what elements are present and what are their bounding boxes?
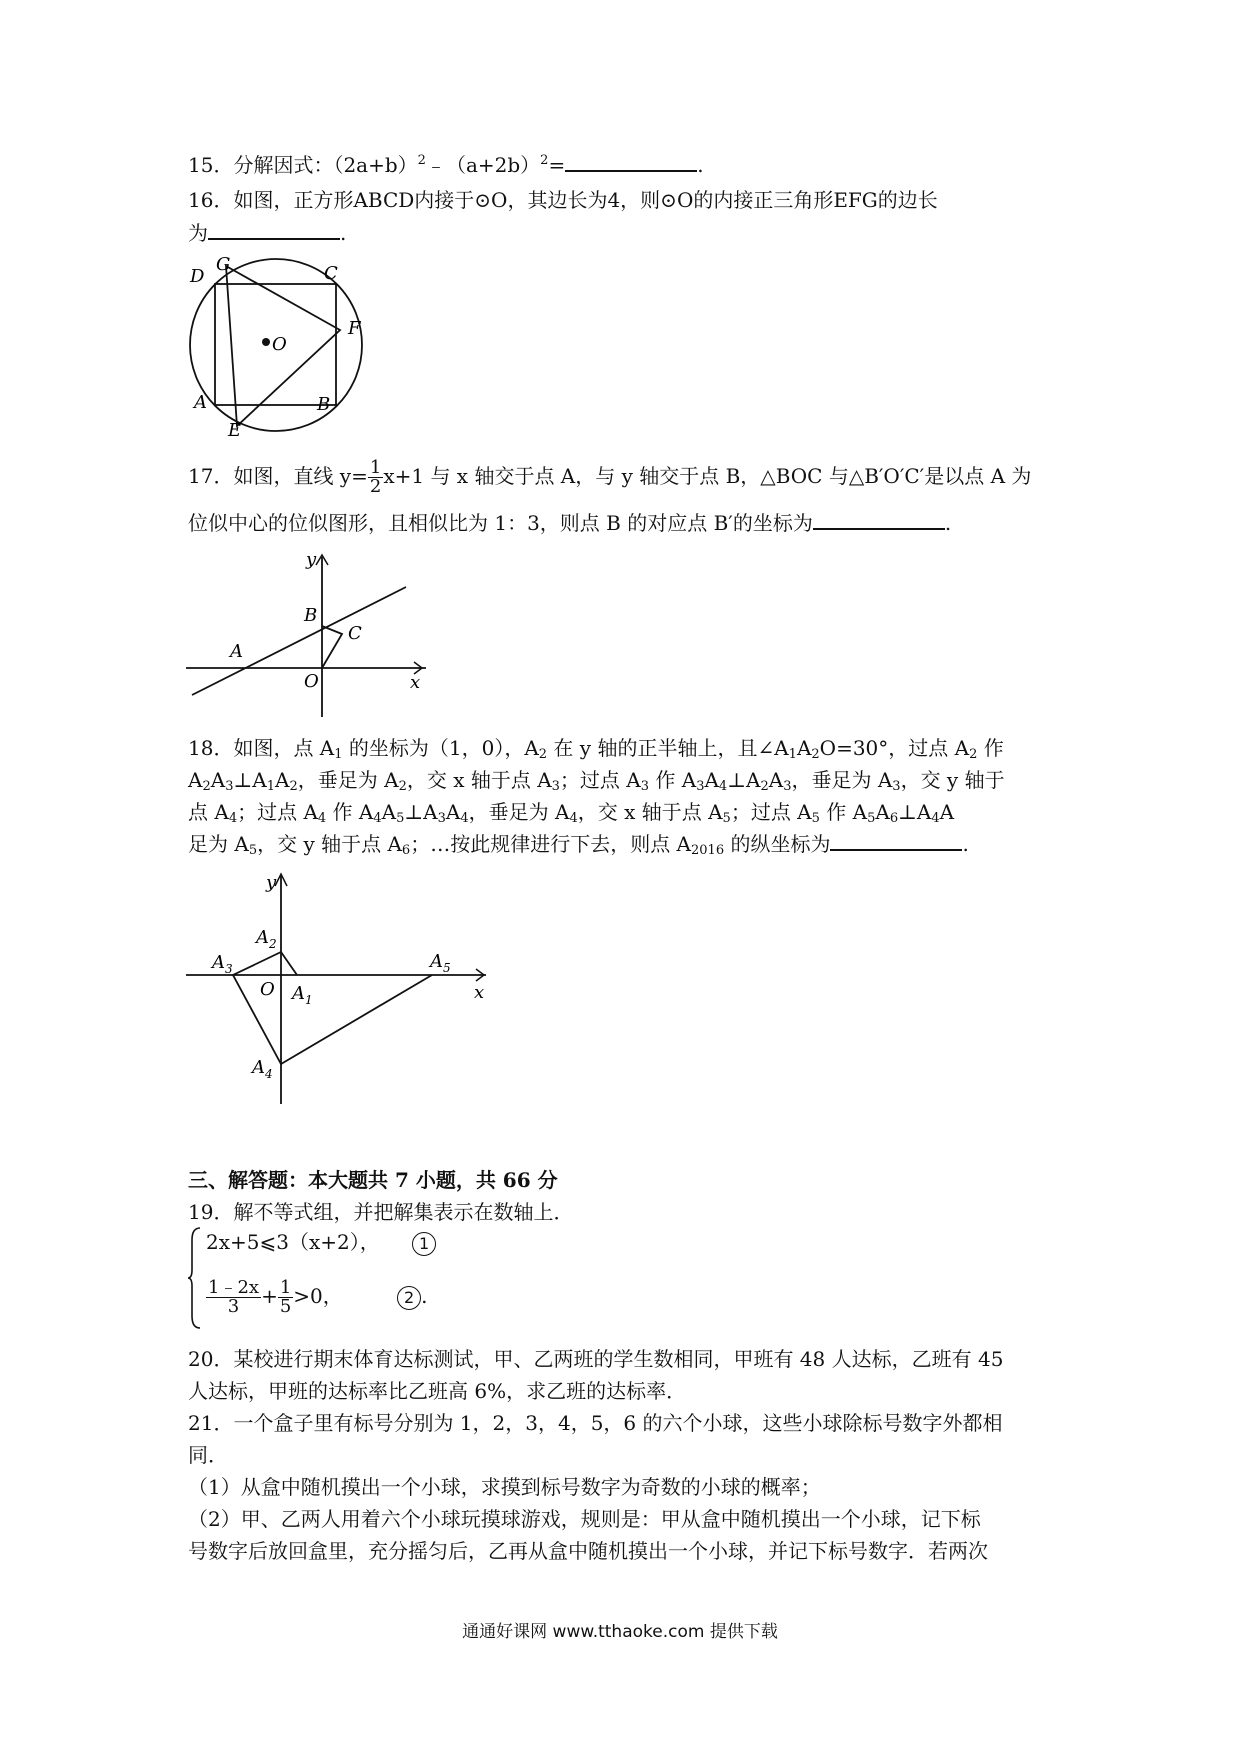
q18-l2-s11: 3 xyxy=(551,779,560,794)
q18-l4-t0: 足为 A xyxy=(188,832,249,856)
q18-l2-t10: ，交 x 轴于点 A xyxy=(406,768,552,792)
question-21-part2-line1: （2）甲、乙两人用着六个小球玩摸球游戏，规则是：甲从盒中随机摸出一个小球，记下标 xyxy=(188,1507,981,1531)
label-b: B xyxy=(304,605,318,626)
question-18-line4 xyxy=(188,831,969,857)
label-a5-letter: A xyxy=(430,951,443,972)
label-a2-sub: 2 xyxy=(269,937,277,951)
spiral-path xyxy=(233,952,432,1064)
q15-number: 15． xyxy=(188,153,234,177)
q18-l2-s17: 4 xyxy=(718,779,728,794)
q18-l2-t4: ⊥A xyxy=(233,768,267,792)
label-a1-sub: 1 xyxy=(305,993,313,1007)
q18-l3-s23: 4 xyxy=(931,811,940,826)
q17-end: . xyxy=(944,511,952,535)
question-20-line1 xyxy=(188,1346,1003,1372)
q18-l2-s13: 3 xyxy=(640,779,650,794)
label-y: y xyxy=(266,872,277,893)
q18-l2-t12: ；过点 A xyxy=(559,768,641,792)
label-x: x xyxy=(410,672,421,693)
q20-line1: 某校进行期末体育达标测试，甲、乙两班的学生数相同，甲班有 48 人达标，乙班有 45 xyxy=(233,1347,1004,1371)
q18-l3-t16: ；过点 A xyxy=(730,800,812,824)
label-o: O xyxy=(272,334,287,355)
q18-l1-t2: 的坐标为（1，0），A xyxy=(342,736,539,760)
label-a1-letter: A xyxy=(292,983,305,1004)
q18-l1-t6: A xyxy=(796,736,812,760)
q18-figure xyxy=(186,868,496,1104)
q19-fraction-2 xyxy=(278,1279,293,1316)
label-a2 xyxy=(254,927,277,951)
label-o: O xyxy=(260,979,275,1000)
q18-l2-t0: A xyxy=(188,768,203,792)
q18-l4-t2: ，交 y 轴于点 A xyxy=(257,832,402,856)
question-21-line2: 同． xyxy=(188,1443,228,1467)
q18-figure-svg xyxy=(186,868,496,1104)
q21-line1: 一个盒子里有标号分别为 1，2，3，4，5，6 的六个小球，这些小球除标号数字外都相 xyxy=(233,1411,1003,1435)
q18-l2-t2: A xyxy=(210,768,226,792)
q18-number: 18． xyxy=(188,736,234,760)
page-footer: 通通好课网 www.tthaoke.com 提供下载 xyxy=(462,1622,778,1642)
question-19 xyxy=(188,1199,573,1225)
q18-l3-t18: 作 A xyxy=(819,800,868,824)
q15-exponent-2: 2 xyxy=(540,153,549,168)
question-20-line2: 人达标，甲班的达标率比乙班高 6%，求乙班的达标率． xyxy=(188,1379,687,1403)
q18-l2-s15: 3 xyxy=(696,779,705,794)
q16-figure xyxy=(180,248,380,438)
q18-l2-s19: 2 xyxy=(760,779,769,794)
q18-l2-s7: 2 xyxy=(289,779,298,794)
label-a2-letter: A xyxy=(256,927,269,948)
q18-l3-t10: A xyxy=(445,800,461,824)
q18-l3-s1: 4 xyxy=(228,811,238,826)
question-18-line1 xyxy=(188,735,1004,761)
question-18-line3 xyxy=(188,799,954,825)
q18-l3-t8: ⊥A xyxy=(404,800,438,824)
q21-number: 21． xyxy=(188,1411,234,1435)
q17-fraction xyxy=(368,459,383,496)
q18-l3-s15: 5 xyxy=(722,811,731,826)
q18-l1-s1: 1 xyxy=(334,747,343,762)
q19-frac1-num: 1﹣2x xyxy=(208,1277,260,1298)
label-o: O xyxy=(304,671,319,692)
q16-text-line2: 为 xyxy=(188,221,208,245)
q18-l4-t4: ；…按此规律进行下去，则点 A xyxy=(410,832,692,856)
label-c: C xyxy=(348,623,362,644)
label-f: F xyxy=(348,318,361,339)
q18-l2-t8: ，垂足为 A xyxy=(297,768,399,792)
q19-plus: + xyxy=(261,1284,278,1308)
q18-l2-t16: A xyxy=(704,768,719,792)
q18-l2-s21: 3 xyxy=(783,779,792,794)
q19-dot: . xyxy=(421,1284,428,1308)
q19-inequality-1 xyxy=(206,1229,436,1256)
q18-l2-s1: 2 xyxy=(202,779,211,794)
q18-l2-t24: ，交 y 轴于 xyxy=(900,768,1005,792)
q18-l4-s5: 2016 xyxy=(691,843,725,858)
center-point-o xyxy=(262,338,270,346)
q18-l3-t22: ⊥A xyxy=(898,800,932,824)
label-a4 xyxy=(250,1057,273,1081)
q18-l3-s13: 4 xyxy=(569,811,578,826)
q17-fraction-denominator: 2 xyxy=(369,476,382,497)
label-a: A xyxy=(194,392,207,413)
label-g: G xyxy=(216,254,231,275)
q18-l4-s3: 6 xyxy=(401,843,411,858)
q19-mark-1: 1 xyxy=(412,1232,436,1256)
q19-ineq1-text: 2x+5⩽3（x+2）， xyxy=(206,1230,380,1254)
label-b: B xyxy=(317,394,331,415)
q18-l3-t2: ；过点 A xyxy=(237,800,318,824)
q17-text-a: 如图，直线 y= xyxy=(233,464,368,488)
section-3-title: 三、解答题：本大题共 7 小题，共 66 分 xyxy=(188,1168,558,1192)
q16-text-line1: 如图，正方形ABCD内接于⊙O，其边长为4，则⊙O的内接正三角形EFG的边长 xyxy=(233,188,938,212)
line-ab xyxy=(192,587,406,695)
q18-l3-t4: 作 A xyxy=(326,800,374,824)
question-18-line2 xyxy=(188,767,1005,793)
q15-text-b: ﹣（a+2b） xyxy=(425,153,541,177)
q18-l3-t24: A xyxy=(939,800,955,824)
q19-inequality-2 xyxy=(206,1274,427,1318)
q16-figure-svg xyxy=(180,248,380,438)
question-15 xyxy=(188,152,704,178)
q19-number: 19． xyxy=(188,1200,234,1224)
q19-ineq2-tail: >0， xyxy=(293,1284,343,1308)
q16-number: 16． xyxy=(188,188,234,212)
label-e: E xyxy=(228,420,242,438)
q16-end: . xyxy=(340,221,347,245)
q18-l1-s5: 1 xyxy=(788,747,797,762)
triangle-boc xyxy=(322,626,342,668)
q19-frac1-den: 3 xyxy=(227,1296,240,1317)
q17-text-b: x+1 与 x 轴交于点 A，与 y 轴交于点 B，△BOC 与△B′O′C′是以点 A 为 xyxy=(383,464,1032,488)
label-a: A xyxy=(230,641,243,662)
label-x: x xyxy=(474,982,485,1003)
q18-l2-t6: A xyxy=(275,768,290,792)
q18-l3-s3: 4 xyxy=(317,811,327,826)
q18-l1-t4: 在 y 轴的正半轴上，且∠A xyxy=(547,736,789,760)
label-a4-letter: A xyxy=(252,1057,265,1078)
q18-l2-s3: 3 xyxy=(225,779,234,794)
q18-l3-s7: 5 xyxy=(396,811,405,826)
q19-frac2-den: 5 xyxy=(279,1296,292,1317)
label-a4-sub: 4 xyxy=(265,1067,273,1081)
question-17-line1 xyxy=(188,456,1031,496)
label-c: C xyxy=(324,263,338,284)
q18-l3-s11: 4 xyxy=(460,811,469,826)
q18-l1-t0: 如图，点 A xyxy=(233,736,335,760)
question-16-line1 xyxy=(188,187,938,213)
question-21-line1 xyxy=(188,1410,1003,1436)
q17-figure xyxy=(186,547,426,717)
q18-l2-s9: 2 xyxy=(398,779,407,794)
q19-fraction-1 xyxy=(206,1279,261,1316)
q18-l1-t8: O=30°，过点 A xyxy=(819,736,970,760)
q18-l2-t20: A xyxy=(768,768,784,792)
q18-l4-t6: 的纵坐标为 xyxy=(724,832,831,856)
q18-l1-s9: 2 xyxy=(969,747,978,762)
q17-fraction-numerator: 1 xyxy=(369,457,382,478)
q19-mark-2: 2 xyxy=(397,1286,421,1310)
q17-figure-svg xyxy=(186,547,426,717)
q19-brace xyxy=(188,1226,202,1330)
q17-number: 17． xyxy=(188,464,234,488)
question-16-line2 xyxy=(188,220,346,246)
q15-answer-blank xyxy=(565,152,697,172)
label-a5 xyxy=(428,951,451,975)
label-y: y xyxy=(306,549,317,570)
q18-l3-s17: 5 xyxy=(811,811,820,826)
label-a3 xyxy=(210,952,233,976)
label-a1 xyxy=(290,983,313,1007)
q18-l4-s1: 5 xyxy=(248,843,258,858)
q18-l2-s5: 1 xyxy=(266,779,276,794)
q15-text-c: = xyxy=(548,153,566,177)
q18-l3-t14: ，交 x 轴于点 A xyxy=(577,800,723,824)
q17-answer-blank xyxy=(813,510,945,530)
question-21-part2-line2: 号数字后放回盒里，充分摇匀后，乙再从盒中随机摸出一个小球，并记下标号数字．若两次 xyxy=(188,1539,988,1563)
q18-l2-t18: ⊥A xyxy=(727,768,761,792)
q20-number: 20． xyxy=(188,1347,234,1371)
q18-answer-blank xyxy=(830,831,962,851)
q18-l1-t10: 作 xyxy=(977,736,1004,760)
q19-frac2-num: 1 xyxy=(279,1277,292,1298)
q15-exponent-1: 2 xyxy=(417,153,426,168)
q18-l3-s21: 6 xyxy=(889,811,899,826)
label-d: D xyxy=(190,266,205,287)
q18-l3-s5: 4 xyxy=(373,811,382,826)
q18-l2-t14: 作 A xyxy=(649,768,697,792)
label-a3-letter: A xyxy=(212,952,225,973)
q15-text-a: 分解因式：（2a+b） xyxy=(233,153,418,177)
q19-text: 解不等式组，并把解集表示在数轴上． xyxy=(233,1200,574,1224)
question-21-part1: （1）从盒中随机摸出一个小球，求摸到标号数字为奇数的小球的概率； xyxy=(188,1475,821,1499)
q18-l3-t20: A xyxy=(875,800,890,824)
question-17-line2 xyxy=(188,510,951,536)
label-a5-sub: 5 xyxy=(443,961,451,975)
q18-l3-t6: A xyxy=(381,800,397,824)
q18-l1-s3: 2 xyxy=(538,747,548,762)
q15-end: . xyxy=(697,153,704,177)
q18-end: . xyxy=(962,832,969,856)
q18-l2-s23: 3 xyxy=(892,779,901,794)
q16-answer-blank xyxy=(208,220,340,240)
label-a3-sub: 3 xyxy=(225,962,233,976)
q18-l3-t0: 点 A xyxy=(188,800,229,824)
q18-l3-t12: ，垂足为 A xyxy=(468,800,570,824)
q18-l1-s7: 2 xyxy=(811,747,820,762)
q18-l3-s9: 3 xyxy=(437,811,446,826)
q18-l3-s19: 5 xyxy=(867,811,876,826)
q17-text-line2: 位似中心的位似图形，且相似比为 1：3，则点 B 的对应点 B′的坐标为 xyxy=(188,511,813,535)
q18-l2-t22: ，垂足为 A xyxy=(791,768,893,792)
